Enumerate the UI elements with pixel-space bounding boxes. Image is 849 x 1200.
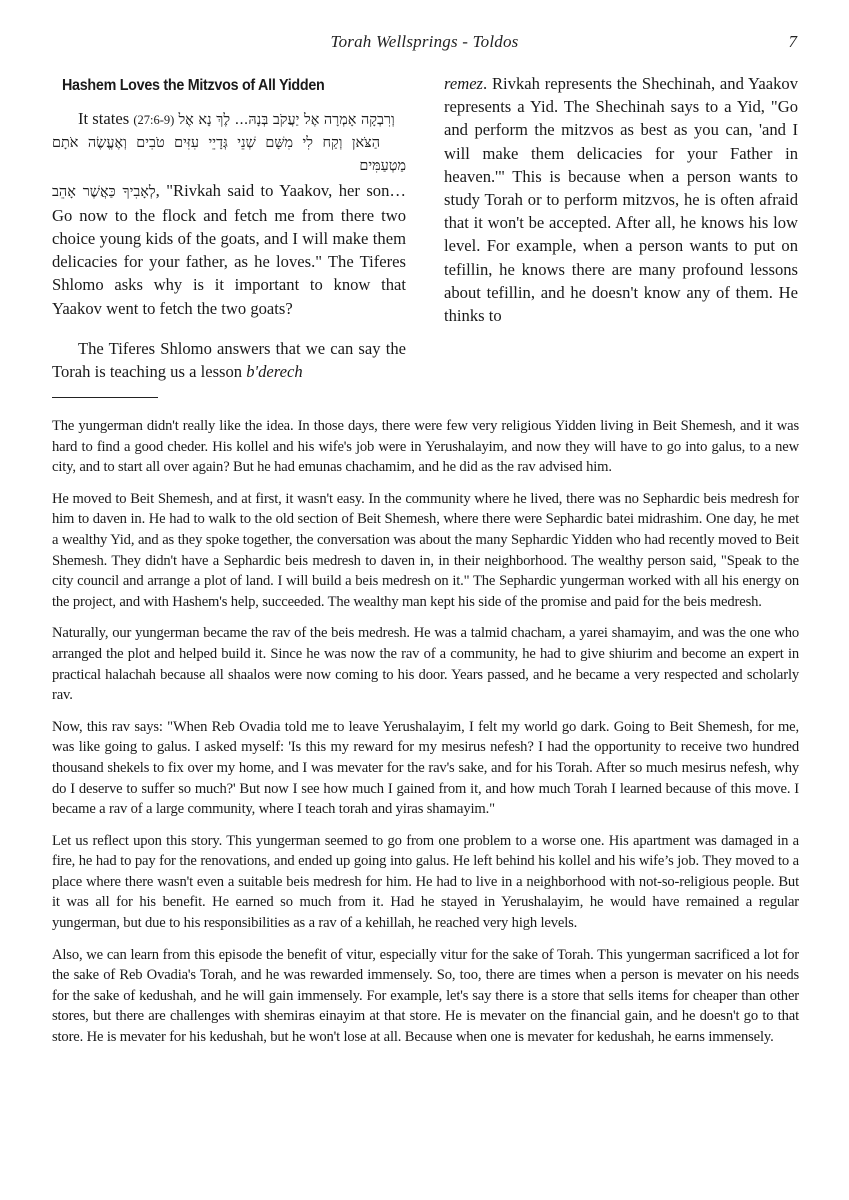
- running-title: Torah Wellsprings - Toldos: [330, 32, 519, 51]
- hebrew-verse-line-1: וְרִבְקָה אָמְרָה אֶל יַעֲקֹב בְּנָהּ... לֶךְ נָא אֶל: [178, 112, 395, 128]
- footnote-paragraph: Also, we can learn from this episode the benefit of vitur, especially vitur for the sake of Torah. This yungerman sacrificed a lot for the sake of Reb Ovadia's Torah, and he was rewarded immensely. So, too, there are times when a person is mevater on his needs for the sake of kedushah, and he will gain immensely. For example, let's say there is a store that sells items for cheaper than other stores, but there are challenges with shemiras einayim at that store. He is mevater on the financial gain, and he doesn't go to that store. He is mevater for his kedushah, but he won't lose at all. Because when one is mevater for kedushah, he earns immensely.: [52, 946, 799, 1046]
- paragraph-continuation: [444, 72, 798, 327]
- running-header: [0, 32, 849, 58]
- verse-citation: (27:6-9): [133, 113, 175, 127]
- left-column: [52, 72, 406, 383]
- footnote-paragraph: Now, this rav says: "When Reb Ovadia told me to leave Yerushalayim, I felt my world go dark. Going to Beit Shemesh, for me, was like going to galus. I asked myself: 'Is this my reward for my mesirus nefesh? I had the opportunity to receive two hundred thousand shekels to fix over my home, and I was mevater for the rav's sake, and for his Torah. After so much mesirus nefesh, why do I deserve to suffer so much?' But now I see how much I gained from it, and how much Torah I learned because of this move. I became a rav of a large community, where I teach torah and yiras shamayim.": [52, 718, 799, 818]
- lead-text: It states: [78, 109, 130, 128]
- footnote-paragraph: He moved to Beit Shemesh, and at first, it wasn't easy. In the community where he lived, there was no Sephardic beis medresh for him to daven in. He had to walk to the old section of Beit Shemesh, where there were Sephardic batei midrashim. One day, he met a wealthy Yid, and as they spoke together, the conversation was about the many Sephardic Yidden who had recently moved to Beit Shemesh. They didn't have a Sephardic beis medresh to daven in, in their neighborhood. The wealthy person said, "Speak to the city council and arrange a plot of land. I will build a beis medresh on it." The Sephardic yungerman worked with all his energy on the project, and with Hashem's help, succeeded. The wealthy man kept his side of the promise and paid for the beis medresh.: [52, 490, 799, 610]
- footnote-paragraph: Naturally, our yungerman became the rav of the beis medresh. He was a talmid chacham, a yarei shamayim, and was the one who arranged the plot and helped build it. Since he was now the rav of a community, he had to give shiurim and become an expert in practical halachah because all shaalos were now coming to his door. Years passed, and he became a very respected and scholarly rav.: [52, 625, 799, 704]
- answer-text: The Tiferes Shlomo answers that we can say the Torah is teaching us a lesson: [52, 338, 406, 382]
- page-number: 7: [788, 32, 797, 51]
- italic-term: remez: [444, 74, 484, 93]
- italic-term: b'derech: [246, 362, 303, 382]
- footnote-separator: [52, 397, 158, 398]
- footnote-paragraph: The yungerman didn't really like the idea. In those days, there were few very religious Yidden living in Beit Shemesh, and it was hard to find a good cheder. His kollel and his wife's job were in Yerushalayim, and now they will have to go into galus, to a new city, and to start all over again? But he had emunas chachamim, and he did as the rav advised him.: [52, 418, 799, 476]
- footnotes-section: [52, 416, 799, 1059]
- right-column: [444, 72, 798, 327]
- hebrew-verse-line-2: הַצֹּאן וְקַח לִי מִשָּׁם שְׁנֵי גְּדָיֵי עִזִּים טֹבִים וְאֶעֱשֶׂה אֹתָם מַטְעַמִּים: [52, 135, 406, 175]
- hebrew-verse-line-3: לְאָבִיךָ כַּאֲשֶׁר אָהֵב: [52, 183, 156, 200]
- paragraph-verse-quote: [52, 107, 406, 320]
- paragraph-answer: [52, 337, 406, 383]
- translation-text: , "Rivkah said to Yaakov, her son… Go now to the flock and fetch me from there two choice young kids of the goats, and I will make them delicacies for your father, as he loves." The Tiferes Shlomo asks why is it important to know that Yaakov went to fetch the two goats?: [52, 180, 406, 318]
- footnote-paragraph: Let us reflect upon this story. This yungerman seemed to go from one problem to a worse one. His apartment was damaged in a fire, he had to pay for the renovations, and ended up going into galus. He left behind his kollel and his wife’s job. They moved to a place where there wasn't even a suitable beis medresh for him. He had to live in a neighborhood with not-so-religious people. But it was all for his benefit. He earned so much from it. Had he stayed in Yerushalayim, he would have remained a regular yungerman, but due to his responsibilities as a rav of a kehillah, he reached very high levels.: [52, 832, 799, 932]
- continuation-text: . Rivkah represents the Shechinah, and Yaakov represents a Yid. The Shechinah says to a Yid, "Go and perform the mitzvos as best as you can, 'and I will make them delicacies for your Father in heaven.'" This is because when a person wants to study Torah or to perform mitzvos, he is often afraid that it won't be accepted. After all, he knows his low level. For example, when a person wants to put on tefillin, he knows there are many profound lessons about tefillin, and he doesn't know any of them. He thinks to: [444, 74, 798, 326]
- main-text-columns: [52, 72, 802, 382]
- section-heading: Hashem Loves the Mitzvos of All Yidden: [62, 77, 325, 94]
